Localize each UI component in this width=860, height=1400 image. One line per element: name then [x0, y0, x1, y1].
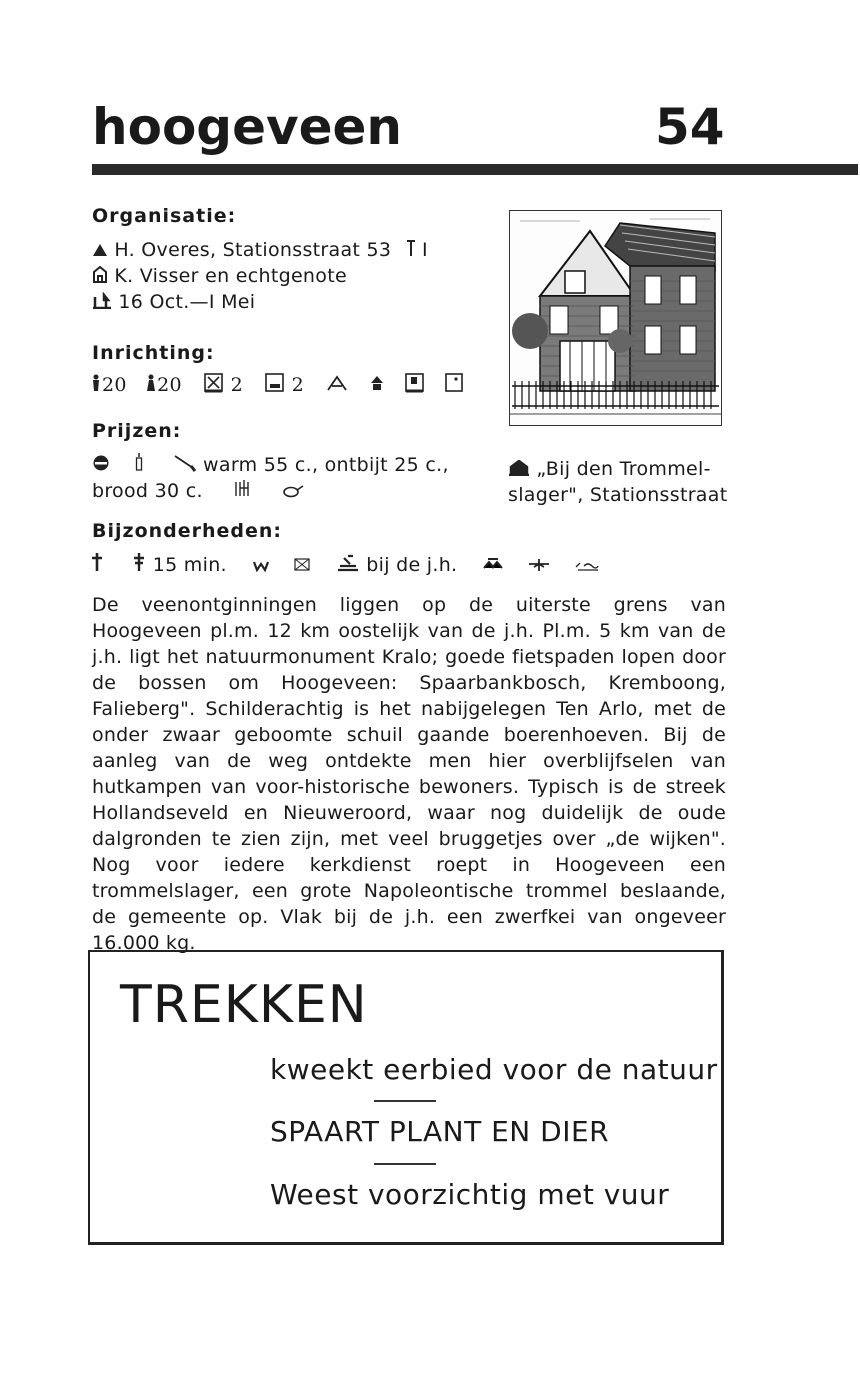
meal-icon	[173, 453, 197, 479]
organisatie-line-2	[92, 263, 347, 290]
bijzonderheden-heading: Bijzonderheden:	[92, 520, 283, 542]
meal-prices: warm 55 c., ontbijt 25 c.,	[203, 454, 449, 476]
female-beds-icon	[145, 373, 157, 399]
post-office-icon	[294, 553, 310, 579]
description-paragraph: De veenontginningen liggen op de uiterste grens van Hoogeveen pl.m. 12 km oostelijk van de j.h. Pl.m. 5 km van de j.h. ligt het natuurmonument Kralo; goede fietspaden lopen door de bossen om Hoogeveen: Spaarbankbosch, Kremboong, Falieberg". Schilderachtig is het nabijgelegen Ten Arlo, met de onder zwaar geboomte schuil gaande boerenhoeven. Bij de aanleg van de weg ontdekte men hier overblijfselen van hutkampen van voor-historische bewoners. Typisch is de streek Hollandseveld en Nieuweroord, waar nog duidelijk de oude dalgronden te zien zijn, met veel bruggetjes over „de wijken". Nog voor iedere kerkdienst roept in Hoogeveen een trommelslager, een grote Napoleontische trommel beslaande, de gemeente op. Vlak bij de j.h. een zwerfkei van ongeveer 16.000 kg.	[92, 594, 726, 954]
organisatie-line-3	[92, 289, 255, 316]
inrichting-icons	[90, 372, 463, 400]
male-beds-icon	[90, 373, 102, 399]
lodging-icon	[92, 453, 110, 479]
lamp-icon	[134, 452, 144, 479]
house-parents: K. Visser en echtgenote	[114, 265, 347, 287]
kitchen-icon	[326, 373, 348, 399]
telephone-icon	[406, 238, 416, 264]
female-beds-count: 20	[157, 374, 182, 396]
advert-line-3: Weest voorzichtig met vuur	[270, 1178, 670, 1211]
page-title: hoogeveen	[92, 98, 403, 156]
catholic-church-icon	[132, 552, 146, 579]
advert-line-2: SPAART PLANT EN DIER	[270, 1115, 610, 1148]
organisatie-line-1	[92, 237, 428, 264]
dormitory-icon	[204, 373, 224, 400]
shower-icon	[405, 373, 425, 400]
closed-period-icon	[92, 290, 112, 316]
house-icon	[92, 264, 108, 290]
prijzen-line-2	[92, 478, 304, 505]
hostel-illustration	[509, 210, 722, 426]
header-rule	[92, 164, 858, 175]
dormitory-count: 2	[230, 374, 243, 396]
advert-separator-2	[374, 1163, 436, 1165]
cutlery-icon	[233, 478, 255, 505]
washroom-icon	[369, 373, 385, 399]
bicycle-shed-icon	[445, 373, 463, 400]
rowing-icon	[482, 553, 504, 579]
swimming-icon	[336, 553, 360, 579]
telephone-number: I	[421, 239, 428, 261]
caption-hostel-name: „Bij den Trommel-	[536, 458, 711, 480]
swimming-location: bij de j.h.	[366, 554, 458, 576]
advert-title: TREKKEN	[120, 975, 368, 1035]
sailing-icon	[528, 553, 550, 579]
bread-price: brood 30 c.	[92, 480, 203, 502]
warden-address: H. Overes, Stationsstraat 53	[114, 239, 392, 261]
male-beds-count: 20	[102, 374, 127, 396]
photo-caption-line-1	[508, 456, 711, 483]
hostel-icon	[508, 457, 530, 483]
photo-caption-line-2: slager", Stationsstraat	[508, 484, 728, 506]
organisatie-heading: Organisatie:	[92, 205, 237, 227]
advert-separator-1	[374, 1100, 436, 1102]
bijzonderheden-icons	[90, 552, 600, 579]
day-room-count: 2	[291, 374, 305, 396]
boating-icon	[574, 553, 600, 579]
page-number: 54	[655, 98, 725, 156]
triangle-icon	[92, 238, 108, 264]
prijzen-line-1	[92, 452, 449, 479]
day-room-icon	[265, 373, 285, 400]
church-distance: 15 min.	[152, 554, 227, 576]
open-period: 16 Oct.—I Mei	[118, 291, 256, 313]
inrichting-heading: Inrichting:	[92, 342, 215, 364]
kettle-icon	[282, 479, 304, 505]
advert-line-1: kweekt eerbied voor de natuur	[270, 1053, 718, 1086]
prijzen-heading: Prijzen:	[92, 420, 182, 442]
railway-icon	[253, 553, 269, 579]
protestant-church-icon	[90, 552, 104, 579]
